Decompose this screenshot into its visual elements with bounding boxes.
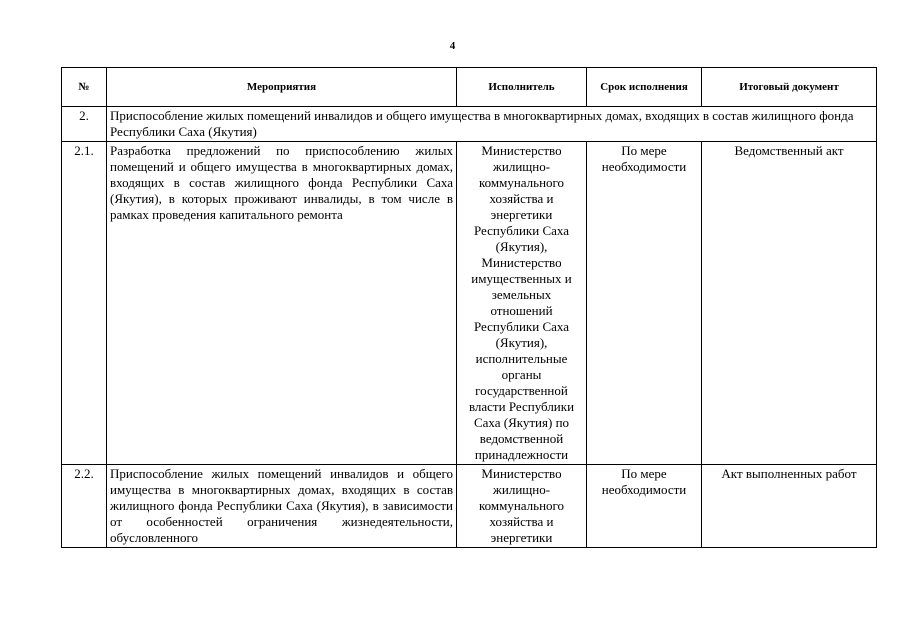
row-num: 2.1.	[62, 142, 107, 465]
header-event: Мероприятия	[107, 68, 457, 107]
row-event: Приспособление жилых помещений инвалидов и общего имущества в многоквартирных домах, входящих в состав жилищного фонда Республики Саха (Якутия), в зависимости от особенностей ограничения жизнедеятельности, обусловленного	[107, 465, 457, 548]
row-deadline: По мере необходимости	[587, 465, 702, 548]
row-event: Разработка предложений по приспособлению жилых помещений и общего имущества в многоквартирных домах, входящих в состав жилищного фонда Республики Саха (Якутия), в которых проживают инвалиды, в том числе в рамках проведения капитального ремонта	[107, 142, 457, 465]
header-num: №	[62, 68, 107, 107]
row-deadline: По мере необходимости	[587, 142, 702, 465]
table-row	[62, 465, 877, 548]
header-deadline: Срок исполнения	[587, 68, 702, 107]
section-row	[62, 107, 877, 142]
page-number: 4	[449, 40, 456, 52]
row-num: 2.2.	[62, 465, 107, 548]
row-document: Ведомственный акт	[702, 142, 877, 465]
row-executor: Министерство жилищно-коммунального хозяйства и энергетики	[457, 465, 587, 548]
measures-table	[61, 67, 877, 548]
table-row	[62, 142, 877, 465]
table-header-row	[62, 68, 877, 107]
row-document: Акт выполненных работ	[702, 465, 877, 548]
header-executor: Исполнитель	[457, 68, 587, 107]
section-title: Приспособление жилых помещений инвалидов и общего имущества в многоквартирных домах, входящих в состав жилищного фонда Республики Саха (Якутия)	[107, 107, 877, 142]
section-num: 2.	[62, 107, 107, 142]
row-executor: Министерство жилищно-коммунального хозяйства и энергетики Республики Саха (Якутия), Министерство имущественных и земельных отношений Республики Саха (Якутия), исполнительные органы государственной власти Республики Саха (Якутия) по ведомственной принадлежности	[457, 142, 587, 465]
header-document: Итоговый документ	[702, 68, 877, 107]
